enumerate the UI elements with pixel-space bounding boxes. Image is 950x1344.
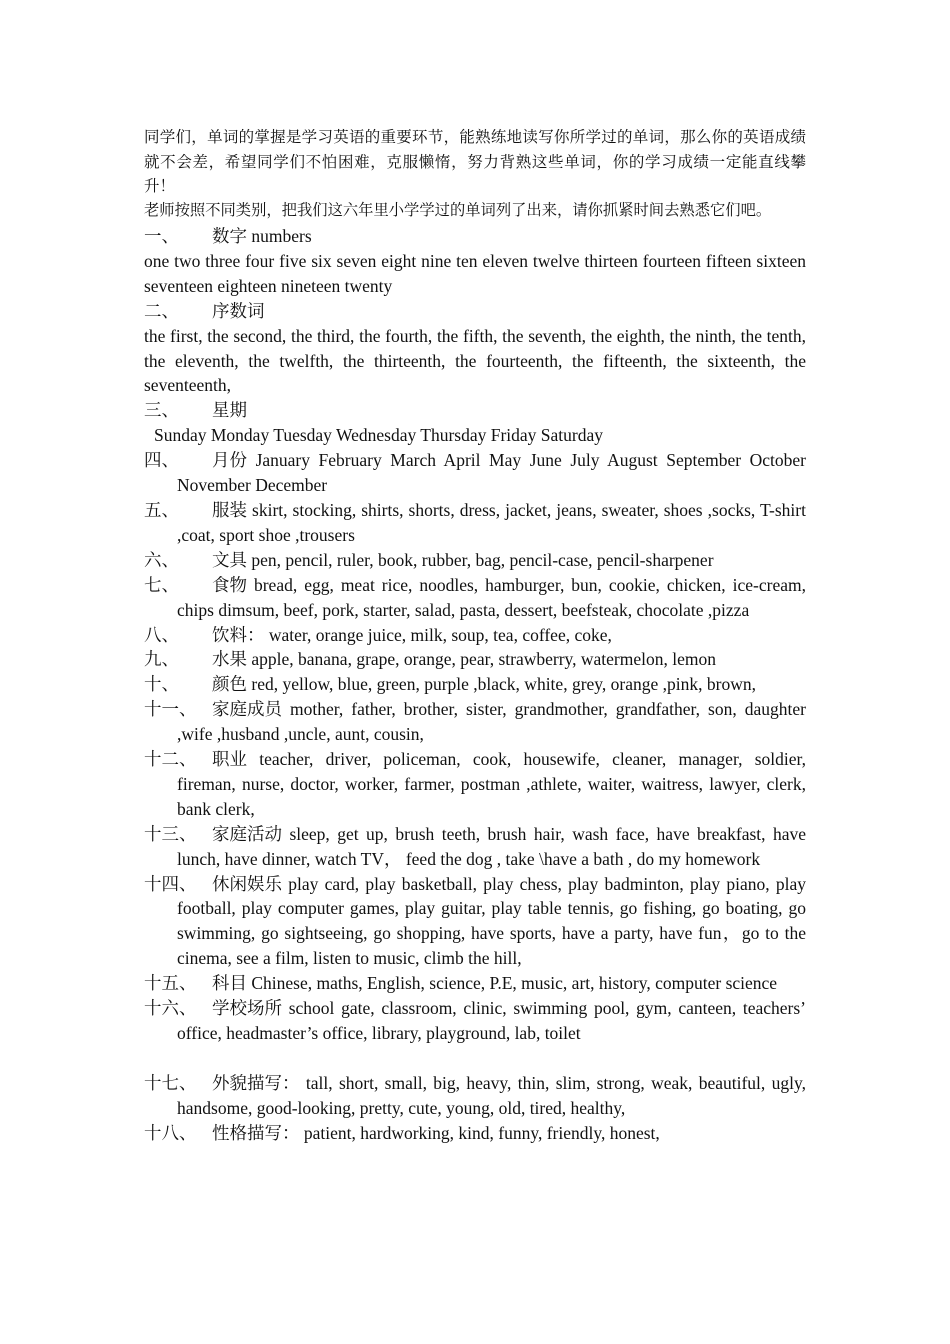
- section-school-places: [144, 996, 806, 1046]
- section-ordinals-body: the first, the second, the third, the fourth, the fifth, the seventh, the eighth, the ninth, the tenth, the eleventh, the twelfth, the thirteenth, the fourteenth, the fifteenth, the sixteenth, the seventeenth,: [144, 325, 806, 396]
- section-title: 数字 numbers: [212, 226, 312, 246]
- section-number: 三、: [144, 400, 179, 421]
- section-title: 外貌描写：: [212, 1072, 300, 1093]
- section-food: [144, 573, 806, 623]
- section-number: 十一、: [144, 699, 197, 720]
- section-number: 二、: [144, 300, 179, 321]
- section-title: 学校场所: [212, 998, 282, 1019]
- section-body: January February March April May June July August September October November December: [177, 450, 806, 496]
- section-number: 十七、: [144, 1072, 197, 1093]
- section-body: tall, short, small, big, heavy, thin, slim, strong, weak, beautiful, ugly, handsome, good-looking, pretty, cute, young, old, tired, healthy,: [177, 1072, 807, 1118]
- section-number: 九、: [144, 649, 179, 670]
- section-title: 家庭活动: [212, 823, 282, 844]
- section-number: 四、: [144, 450, 179, 471]
- section-numbers-body: one two three four five six seven eight nine ten eleven twelve thirteen fourteen fifteen sixteen seventeen eighteen nineteen twenty: [144, 250, 806, 296]
- vocabulary-list: [144, 224, 806, 1146]
- section-number: 十、: [144, 674, 179, 695]
- section-body: water, orange juice, milk, soup, tea, coffee, coke,: [268, 624, 612, 645]
- intro-paragraph-2: 老师按照不同类别，把我们这六年里小学学过的单词列了出来，请你抓紧时间去熟悉它们吧。: [144, 202, 772, 219]
- section-number: 十四、: [144, 873, 197, 894]
- section-body: pen, pencil, ruler, book, rubber, bag, pencil-case, pencil-sharpener: [251, 549, 714, 570]
- section-title: 水果: [212, 649, 247, 670]
- section-title: 食物: [212, 574, 247, 595]
- section-weekdays-body: Sunday Monday Tuesday Wednesday Thursday Friday Saturday: [154, 425, 604, 446]
- section-title: 休闲娱乐: [212, 873, 282, 894]
- section-title: 文具: [212, 549, 247, 570]
- section-number: 八、: [144, 624, 179, 645]
- section-title: 序数词: [212, 300, 265, 321]
- section-body: Chinese, maths, English, science, P.E, music, art, history, computer science: [251, 973, 778, 994]
- section-ordinals: [144, 299, 806, 324]
- section-body: bread, egg, meat rice, noodles, hamburger, bun, cookie, chicken, ice-cream, chips dimsum, beef, pork, starter, salad, pasta, dessert, beefsteak, chocolate ,pizza: [177, 574, 806, 620]
- section-title: 饮料：: [212, 624, 265, 645]
- section-jobs: [144, 747, 806, 822]
- section-body: sleep, get up, brush teeth, brush hair, wash face, have breakfast, have lunch, have dinner, watch TV， feed the dog , take \have a bath , do my homework: [177, 823, 807, 869]
- section-appearance: [144, 1071, 806, 1121]
- section-family: [144, 697, 806, 747]
- section-stationery: [144, 548, 806, 573]
- section-numbers: [144, 224, 806, 249]
- section-number: 六、: [144, 549, 179, 570]
- section-body: patient, hardworking, kind, funny, friendly, honest,: [303, 1122, 660, 1143]
- blank-line: [144, 1046, 806, 1071]
- section-body: school gate, classroom, clinic, swimming pool, gym, canteen, teachers’ office, headmaster’s office, library, playground, lab, toilet: [177, 998, 806, 1043]
- section-title: 家庭成员: [212, 699, 282, 720]
- section-number: 十八、: [144, 1122, 197, 1143]
- section-body: mother, father, brother, sister, grandmother, grandfather, son, daughter ,wife ,husband ,uncle, aunt, cousin,: [177, 699, 806, 745]
- section-number: 十六、: [144, 998, 197, 1019]
- section-title: 星期: [212, 400, 247, 421]
- section-title: 颜色: [212, 674, 247, 695]
- section-number: 七、: [144, 574, 179, 595]
- section-number: 十三、: [144, 823, 197, 844]
- section-drinks: [144, 623, 806, 648]
- section-subjects: [144, 971, 806, 996]
- section-body: red, yellow, blue, green, purple ,black, white, grey, orange ,pink, brown,: [251, 674, 756, 695]
- section-title: 科目: [212, 973, 247, 994]
- section-leisure: [144, 872, 806, 972]
- section-body: skirt, stocking, shirts, shorts, dress, jacket, jeans, sweater, shoes ,socks, T-shirt ,coat, sport shoe ,trousers: [177, 499, 806, 545]
- section-personality: [144, 1121, 806, 1146]
- section-title: 性格描写：: [212, 1122, 300, 1143]
- section-title: 月份: [212, 450, 247, 471]
- section-number: 十二、: [144, 749, 197, 770]
- section-number: 五、: [144, 499, 179, 520]
- section-clothes: [144, 498, 806, 548]
- section-number: 一、: [144, 226, 179, 246]
- intro-paragraph: 同学们，单词的掌握是学习英语的重要环节，能熟练地读写你所学过的单词，那么你的英语成绩就不会差，希望同学们不怕困难，克服懒惰，努力背熟这些单词，你的学习成绩一定能直线攀升！: [144, 129, 806, 195]
- section-weekdays: [144, 398, 806, 423]
- section-body: teacher, driver, policeman, cook, housewife, cleaner, manager, soldier, fireman, nurse, doctor, worker, farmer, postman ,athlete, waiter, waitress, lawyer, clerk, bank clerk,: [177, 749, 806, 819]
- section-colors: [144, 672, 806, 697]
- section-body: play card, play basketball, play chess, play badminton, play piano, play football, play computer games, play guitar, play table tennis, go fishing, go boating, go swimming, go sightseeing, go shopping, have sports, have a party, have fun，go to the cinema, see a film, listen to music, climb the hill,: [177, 873, 807, 969]
- section-body: apple, banana, grape, orange, pear, strawberry, watermelon, lemon: [251, 649, 716, 670]
- section-home-activities: [144, 822, 806, 872]
- section-number: 十五、: [144, 973, 197, 994]
- section-fruit: [144, 647, 806, 672]
- section-title: 服装: [212, 499, 247, 520]
- section-title: 职业: [212, 749, 247, 770]
- section-months: [144, 448, 806, 498]
